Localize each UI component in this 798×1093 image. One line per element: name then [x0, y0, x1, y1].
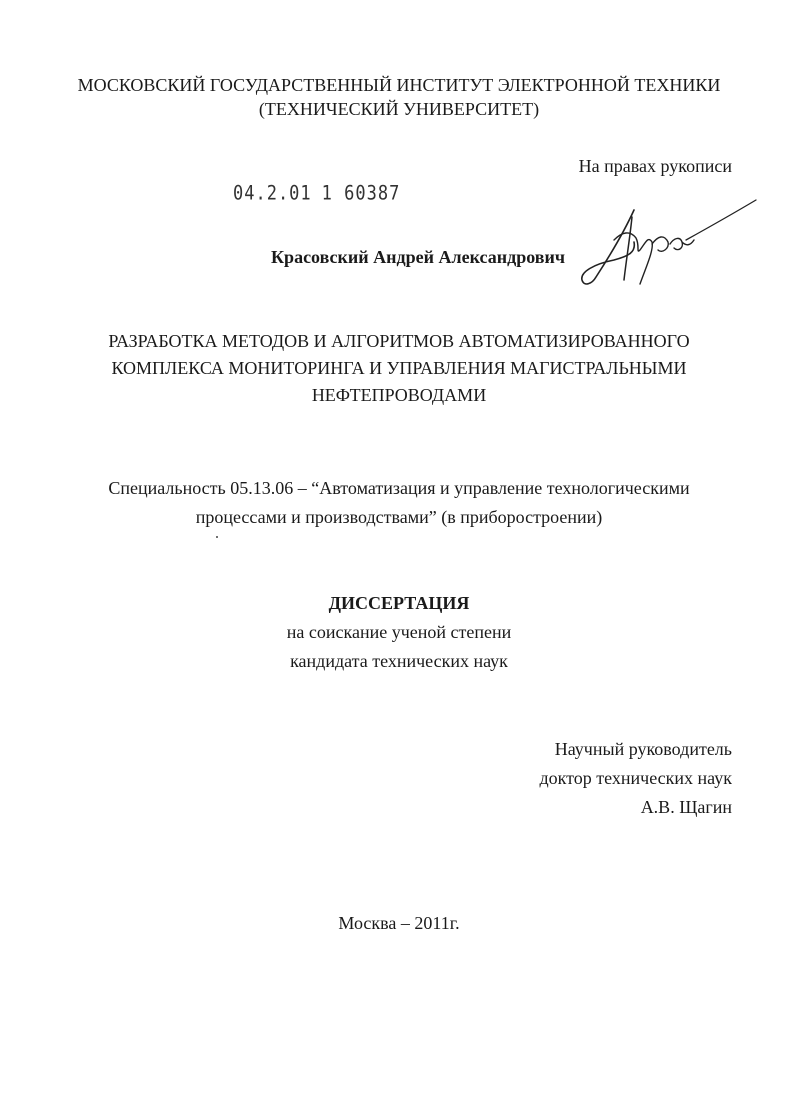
degree-purpose-line2: кандидата технических наук	[290, 651, 508, 671]
author-signature	[574, 192, 760, 292]
thesis-title-line2: КОМПЛЕКСА МОНИТОРИНГА И УПРАВЛЕНИЯ МАГИСТРАЛЬНЫМИ	[111, 358, 687, 378]
degree-purpose-line1: на соискание ученой степени	[286, 622, 512, 642]
stamp-number: 1 60387	[321, 182, 401, 205]
specialty-line2: процессами и производствами” (в приборостроении)	[195, 507, 603, 527]
author-name: Красовский Андрей Александрович	[271, 247, 565, 267]
supervisor-degree: доктор технических наук	[539, 768, 732, 788]
institute-name-line2: (ТЕХНИЧЕСКИЙ УНИВЕРСИТЕТ)	[258, 99, 540, 119]
dissertation-heading: ДИССЕРТАЦИЯ	[328, 593, 470, 613]
supervisor-name: А.В. Щагин	[640, 797, 732, 817]
supervisor-role: Научный руководитель	[554, 739, 732, 759]
stamp-date: 04.2.01	[233, 182, 312, 205]
manuscript-note: На правах рукописи	[578, 156, 732, 176]
scan-speck	[216, 536, 218, 538]
institute-name-line1: МОСКОВСКИЙ ГОСУДАРСТВЕННЫЙ ИНСТИТУТ ЭЛЕКТРОННОЙ ТЕХНИКИ	[77, 75, 721, 95]
thesis-title-line3: НЕФТЕПРОВОДАМИ	[311, 385, 487, 405]
city-year: Москва – 2011г.	[338, 913, 460, 933]
thesis-title-line1: РАЗРАБОТКА МЕТОДОВ И АЛГОРИТМОВ АВТОМАТИЗИРОВАННОГО	[108, 331, 690, 351]
registration-stamp	[233, 182, 400, 205]
specialty-line1: Специальность 05.13.06 – “Автоматизация и управление технологическими	[108, 478, 690, 498]
